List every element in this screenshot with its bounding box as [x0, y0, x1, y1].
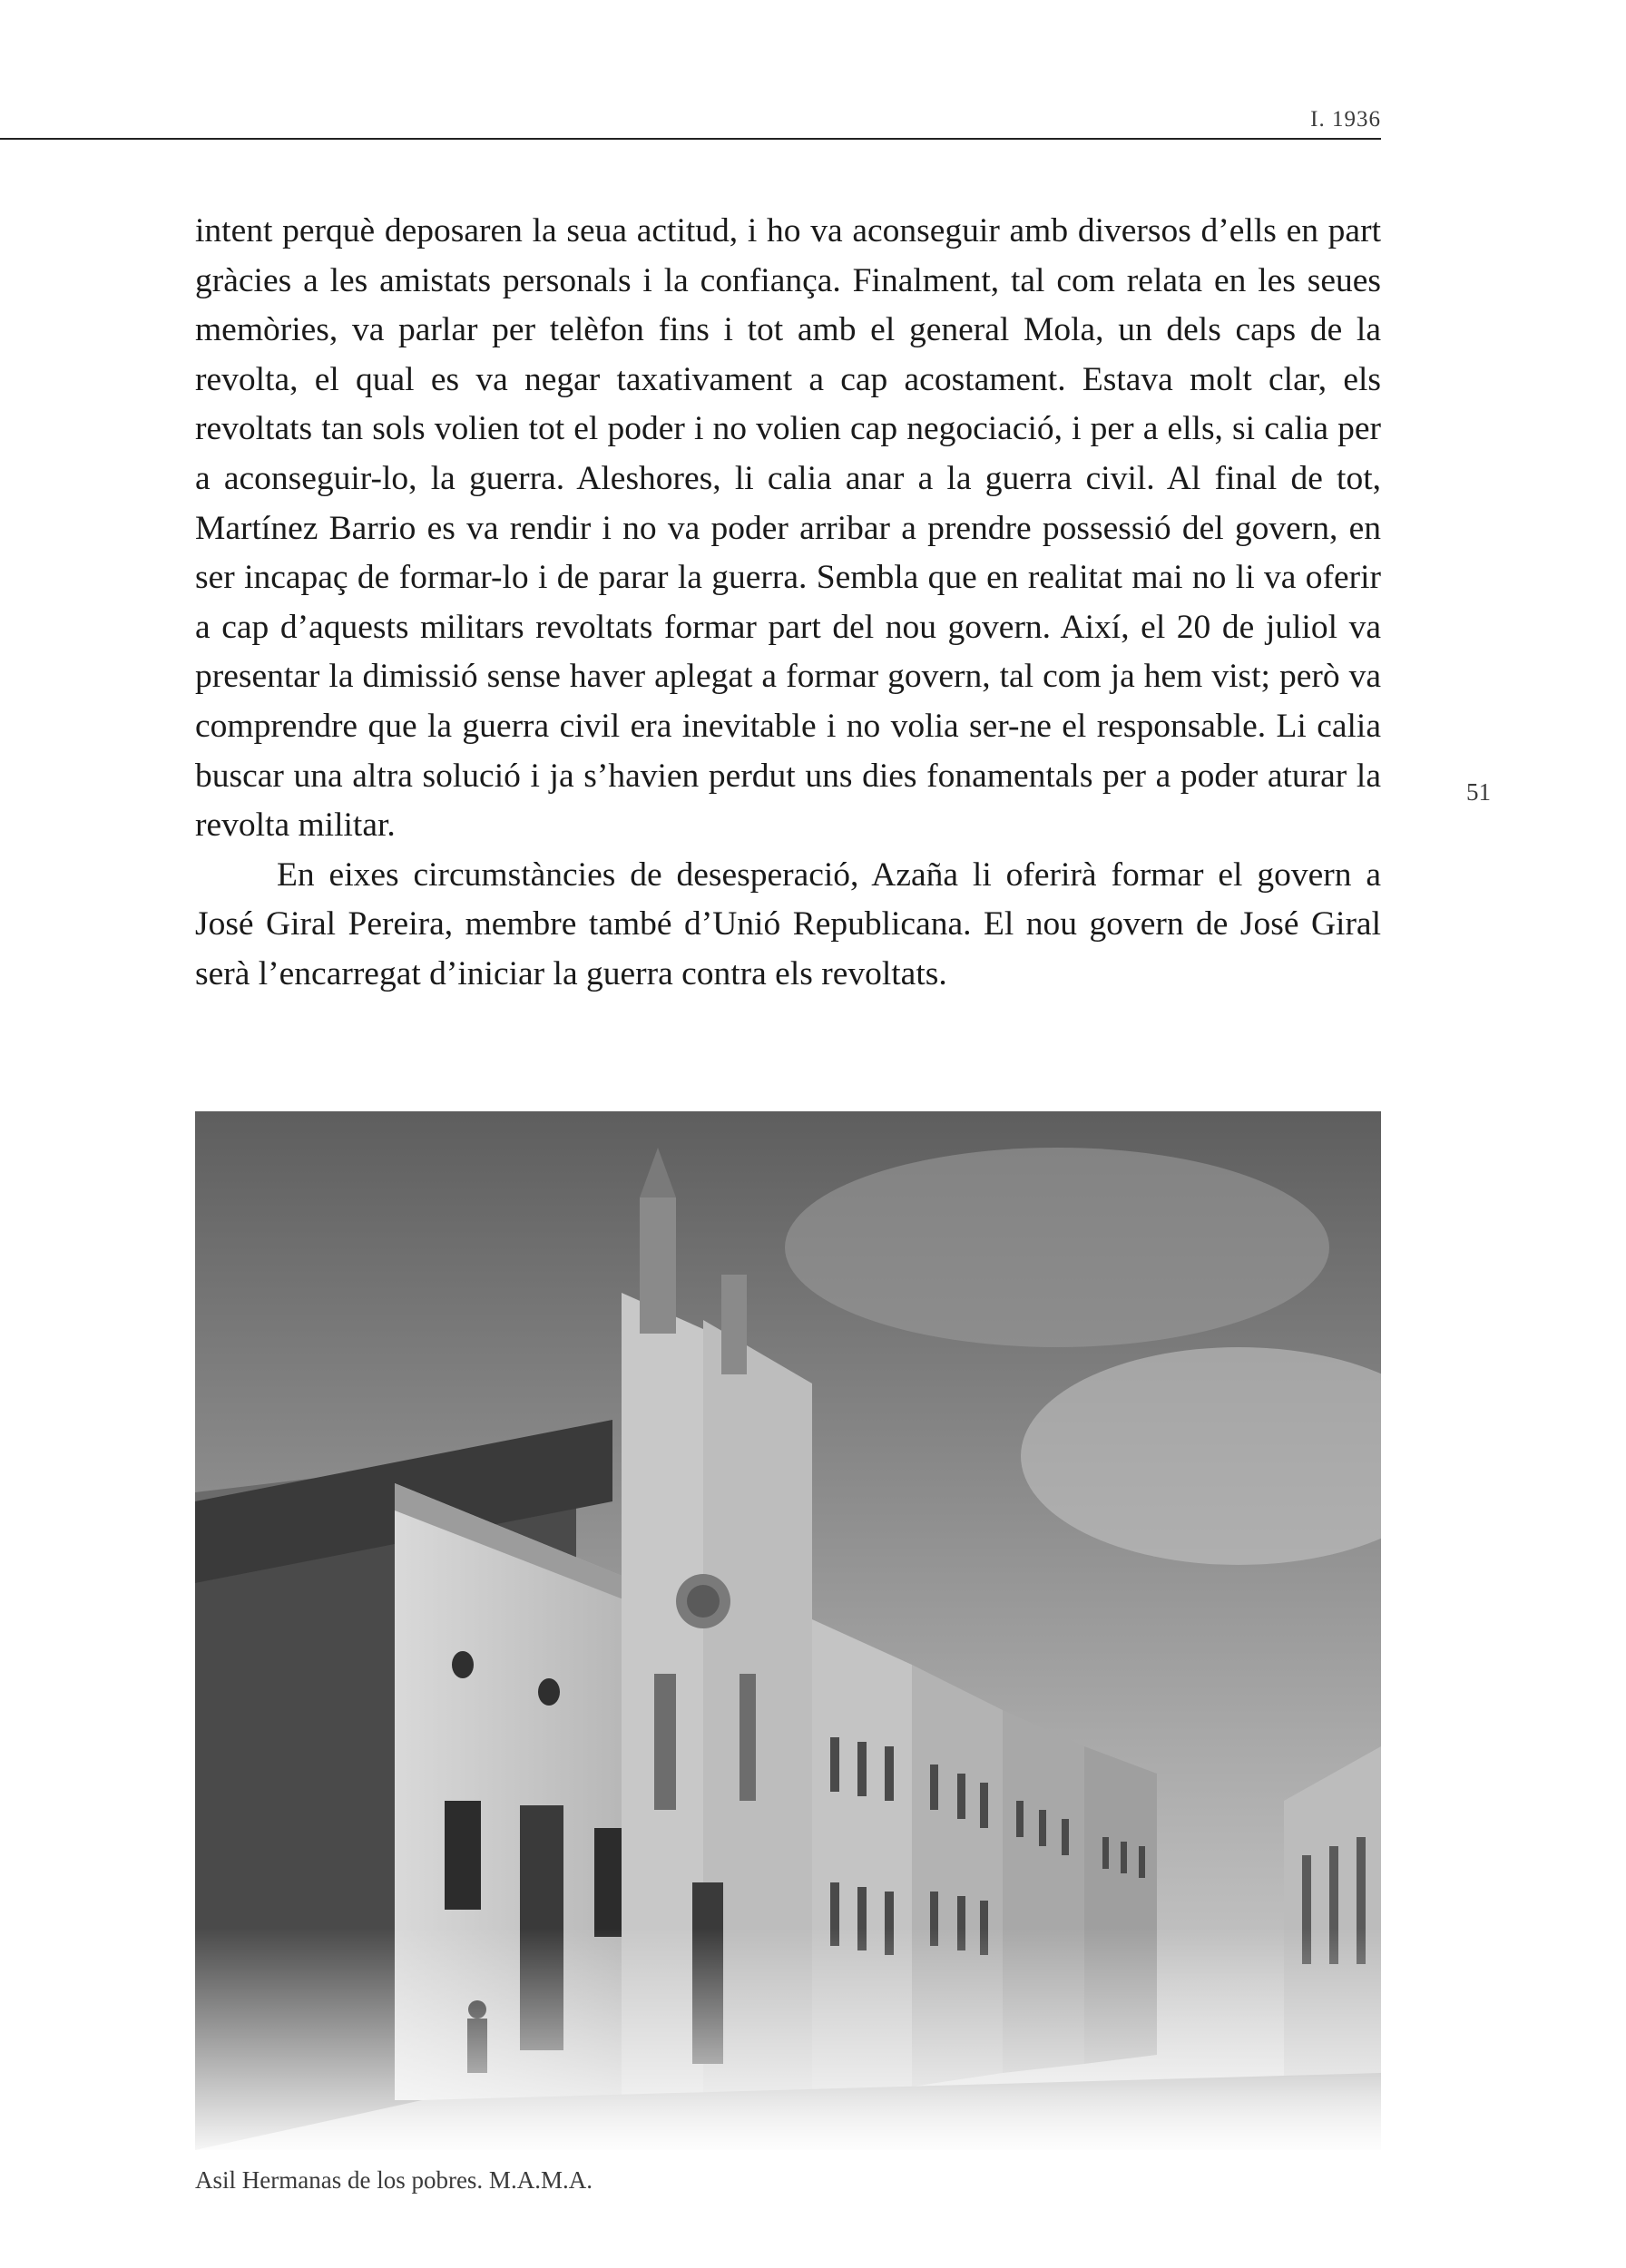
- paragraph-1: intent perquè deposaren la seua actitud, i ho va aconseguir amb diversos d’ells en part gràcies a les amistats personals i la confiança. Finalment, tal com relata en les seues memòries, va parlar per telèfon fins i tot amb el general Mola, un dels caps de la revolta, el qual es va negar taxativament a cap acostament. Estava molt clar, els revoltats tan sols volien tot el poder i no volien cap negociació, i per a ells, si calia per a aconseguir-lo, la guerra. Aleshores, li calia anar a la guerra civil. Al final de tot, Martínez Barrio es va rendir i no va poder arribar a prendre possessió del govern, en ser incapaç de formar-lo i de parar la guerra. Sembla que en realitat mai no li va oferir a cap d’aquests militars revoltats formar part del nou govern. Així, el 20 de juliol va presentar la dimissió sense haver aplegat a formar govern, tal com ja hem vist; però va comprendre que la guerra civil era inevitable i no volia ser-ne el responsable. Li calia buscar una altra solució i ja s’havien perdut uns dies fonamentals per a poder aturar la revolta militar.: [195, 212, 1381, 845]
- figure-caption: Asil Hermanas de los pobres. M.A.M.A.: [195, 2166, 593, 2194]
- paragraph-2: En eixes circumstàncies de desesperació, Azaña li oferirà formar el govern a José Giral Pereira, membre també d’Unió Republicana. El nou govern de José Giral serà l’encarregat d’iniciar la guerra contra els revoltats.: [195, 855, 1381, 992]
- body-text: [195, 207, 1381, 1000]
- running-head: I. 1936: [1310, 107, 1381, 132]
- page-number: 51: [1466, 778, 1491, 806]
- header-rule: [0, 138, 1381, 140]
- church-street-photo: [195, 1111, 1381, 2150]
- historical-photo: [195, 1111, 1381, 2150]
